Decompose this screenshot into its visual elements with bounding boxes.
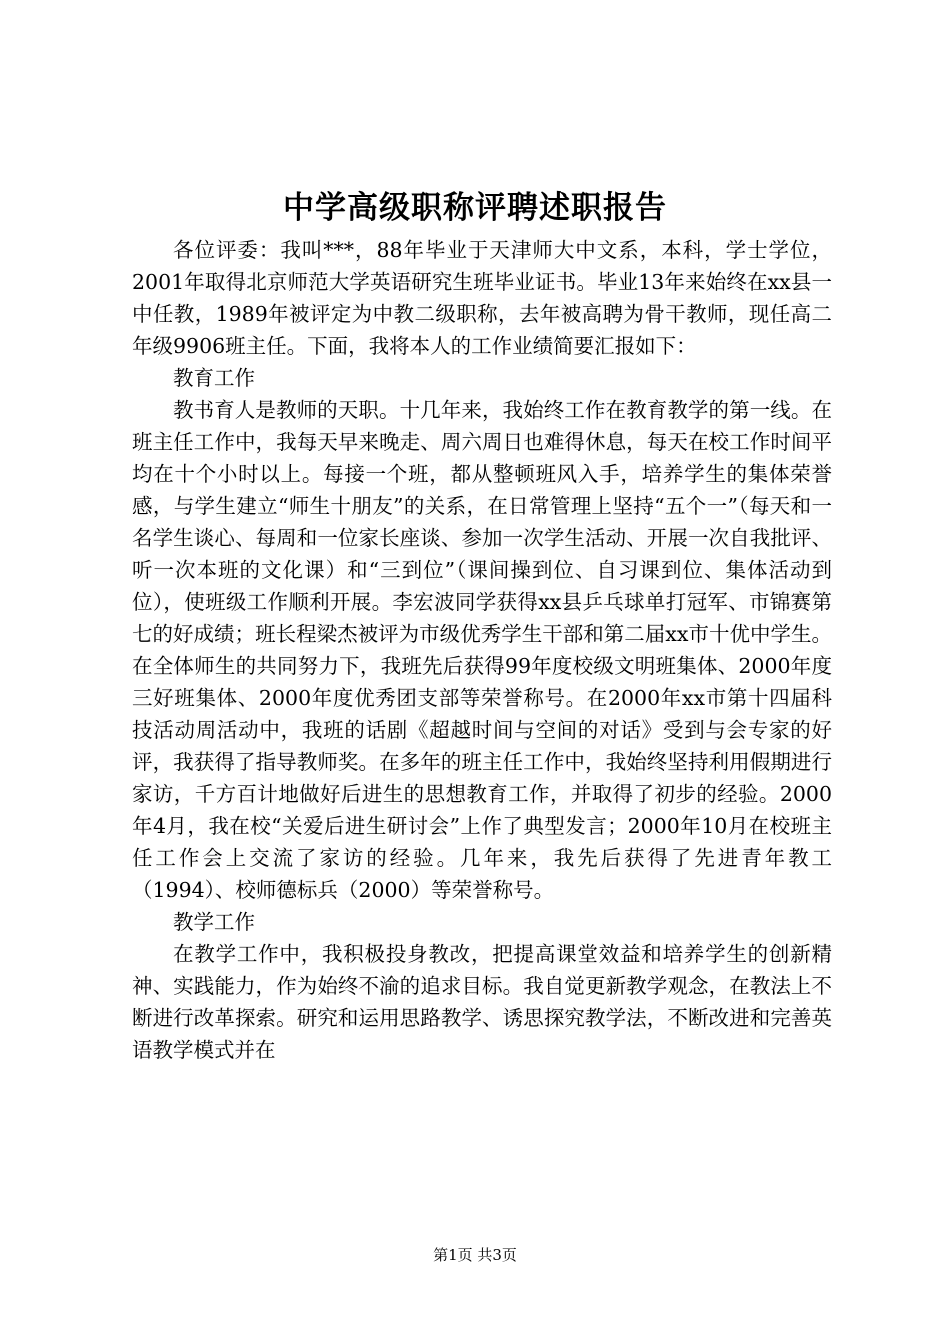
paragraph-education: 教书育人是教师的天职。十几年来，我始终工作在教育教学的第一线。在班主任工作中，我每天早来晚走、周六周日也难得休息，每天在校工作时间平均在十个小时以上。每接一个班，都从整顿班风入手，培养学生的集体荣誉感，与学生建立“师生十朋友”的关系，在日常管理上坚持“五个一”（每天和一名学生谈心、每周和一位家长座谈、参加一次学生活动、开展一次自我批评、听一次本班的文化课）和“三到位”（课间操到位、自习课到位、集体活动到位），使班级工作顺利开展。李宏波同学获得xx县乒乓球单打冠军、市锦赛第七的好成绩；班长程梁杰被评为市级优秀学生干部和第二届xx市十优中学生。在全体师生的共同努力下，我班先后获得99年度校级文明班集体、2000年度三好班集体、2000年度优秀团支部等荣誉称号。在2000年xx市第十四届科技活动周活动中，我班的话剧《超越时间与空间的对话》受到与会专家的好评，我获得了指导教师奖。在多年的班主任工作中，我始终坚持利用假期进行家访，千方百计地做好后进生的思想教育工作，并取得了初步的经验。2000年4月，我在校“关爱后进生研讨会”上作了典型发言；2000年10月在校班主任工作会上交流了家访的经验。几年来，我先后获得了先进青年教工（1994）、校师德标兵（2000）等荣誉称号。 bbox=[132, 398, 832, 902]
document-title: 中学高级职称评聘述职报告 bbox=[283, 190, 667, 226]
paragraph-intro: 各位评委：我叫***，88年毕业于天津师大中文系，本科，学士学位，2001年取得北京师范大学英语研究生班毕业证书。毕业13年来始终在xx县一中任教，1989年被评定为中教二级职称，去年被高聘为骨干教师，现任高二年级9906班主任。下面，我将本人的工作业绩简要汇报如下： bbox=[132, 238, 832, 358]
section-heading-teaching: 教学工作 bbox=[173, 910, 255, 934]
paragraph-teaching: 在教学工作中，我积极投身教改，把提高课堂效益和培养学生的创新精神、实践能力，作为始终不渝的追求目标。我自觉更新教学观念，在教法上不断进行改革探索。研究和运用思路教学、诱思探究教学法，不断改进和完善英语教学模式并在 bbox=[132, 942, 832, 1062]
document-body bbox=[132, 234, 832, 1066]
section-heading-education: 教育工作 bbox=[173, 366, 255, 390]
page-footer: 第1页 共3页 bbox=[433, 1246, 517, 1264]
